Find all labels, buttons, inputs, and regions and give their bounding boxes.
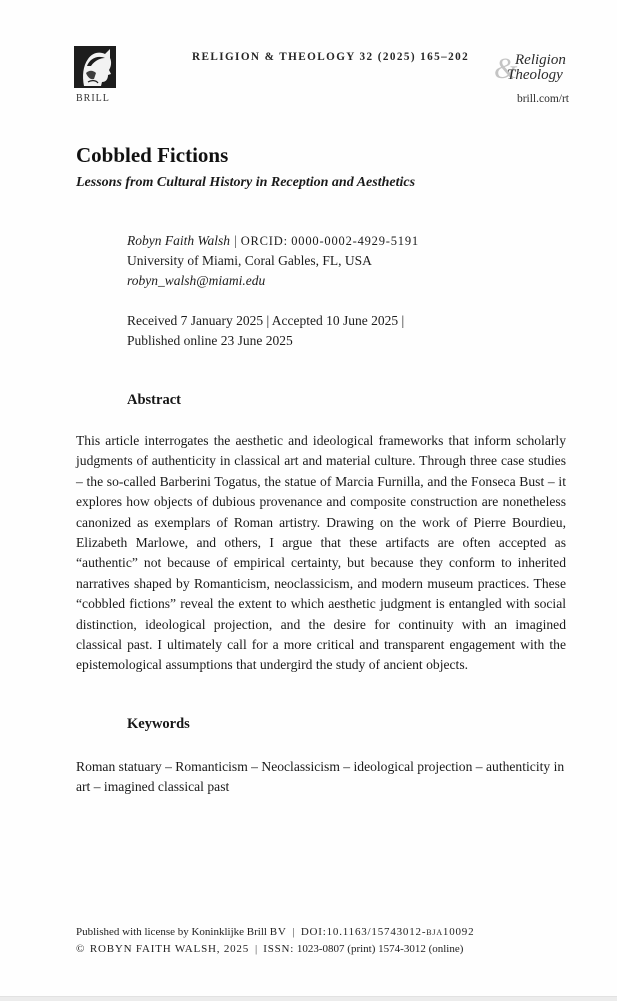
publisher-name: BRILL — [76, 93, 110, 104]
author-name: Robyn Faith Walsh — [127, 233, 230, 248]
issn-label: ISSN: — [263, 942, 295, 955]
copyright-icon: © — [76, 942, 85, 955]
dates-published: Published online 23 June 2025 — [127, 333, 293, 348]
journal-logo — [494, 52, 574, 88]
article-subtitle: Lessons from Cultural History in Reception and Aesthetics — [76, 175, 416, 190]
author-affiliation: University of Miami, Coral Gables, FL, USA — [127, 253, 372, 268]
separator: | — [255, 942, 258, 955]
journal-citation: RELIGION & THEOLOGY 32 (2025) 165–202 — [192, 51, 470, 63]
journal-url[interactable]: brill.com/rt — [516, 93, 569, 105]
viewer-bottom-edge — [0, 996, 617, 1001]
journal-logo-theology: Theology — [507, 67, 563, 83]
article-dates — [127, 311, 404, 351]
footer-copyright-line — [76, 941, 474, 958]
brill-logo-icon — [74, 46, 116, 88]
author-block — [127, 231, 419, 291]
abstract-heading: Abstract — [127, 392, 181, 408]
doi-link[interactable]: DOI:10.1163/15743012-bja10092 — [300, 926, 475, 938]
license-text: Published with license by Koninklijke Brill — [76, 926, 267, 938]
separator: | — [234, 233, 237, 248]
article-title: Cobbled Fictions — [76, 143, 229, 167]
footer-license-line — [76, 924, 474, 941]
keywords-text: Roman statuary – Romanticism – Neoclassicism – ideological projection – authenticity in art – imagined classical past — [76, 759, 565, 795]
copyright-holder: ROBYN FAITH WALSH, 2025 — [89, 942, 250, 955]
page-footer — [76, 924, 474, 957]
dates-received-accepted: Received 7 January 2025 | Accepted 10 June 2025 | — [127, 313, 405, 328]
orcid-label: ORCID: — [240, 234, 288, 248]
issn-numbers: 1023-0807 (print) 1574-3012 (online) — [296, 942, 464, 955]
license-bv: BV — [269, 926, 287, 938]
separator: | — [292, 926, 295, 938]
author-line — [127, 231, 419, 251]
orcid-id[interactable]: 0000-0002-4929-5191 — [291, 234, 419, 248]
author-email[interactable]: robyn_walsh@miami.edu — [127, 273, 266, 288]
keywords-heading: Keywords — [127, 716, 190, 732]
journal-logo-religion: Religion — [515, 52, 566, 68]
journal-logo-ampersand: & — [494, 52, 518, 85]
abstract-text: This article interrogates the aesthetic and ideological frameworks that inform scholarly judgments of authenticity in classical art and material culture. Through three case studies – the so-called Barberini Togatus, the statue of Marcia Furnilla, and the Fonseca Bust – it explores how objects of dubious provenance and composite construction are nonetheless canonized as exemplars of Roman artistry. Drawing on the work of Pierre Bourdieu, Elizabeth Marlowe, and others, I argue that these artifacts are often accepted as “authentic” not because of empirical certainty, but because they conform to inherited narratives shaped by Romanticism, neoclassicism, and modern museum practices. These “cobbled fictions” reveal the extent to which aesthetic judgment is entangled with social distinction, ideological projection, and the desire for continuity with an imagined classical past. I ultimately call for a more critical and transparent engagement with the epistemological assumptions that undergird the study of ancient objects. — [76, 433, 566, 673]
